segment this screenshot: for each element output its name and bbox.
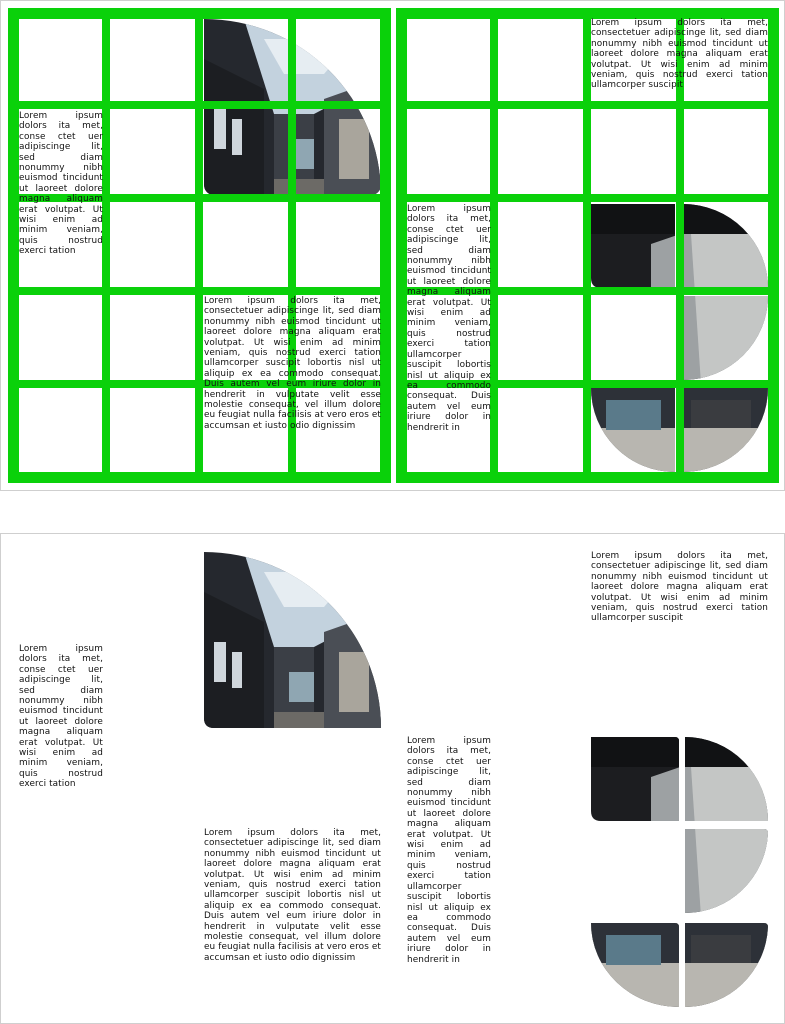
right-top-text: Lorem ipsum dolors ita met, consectetuer adipiscinge lit, sed diam nonummy nibh euismod tincidunt ut laoreet dolore magna aliquam erat volutpat. Ut wisi enim ad minim veniam, quis nostrud exerci tation ullamcorper suscipit [591, 551, 768, 624]
grid-line [583, 8, 591, 483]
grid-line [490, 8, 498, 483]
left-column-text: Lorem ipsum dolors ita met, conse ctet uer adipiscinge lit, sed diam nonummy nibh euismod tincidunt ut laoreet dolore magna aliquam erat volutpat. Ut wisi enim ad minim veniam, quis nostrud exerci tation [19, 111, 103, 257]
hall-photo-graphic [591, 737, 768, 1007]
corridor-photo [204, 552, 381, 728]
grid-line [380, 8, 391, 483]
center-body-text: Lorem ipsum dolors ita met, consectetuer adipiscinge lit, sed diam nonummy nibh euismod tincidunt ut laoreet dolore magna aliquam erat volutpat. Ut wisi enim ad minim veniam, quis nostrud exerci tation ullamcorper suscipit lobortis nisl ut aliquip ex ea commodo consequat. Duis autem vel eum iriure dolor in hendrerit in vulputate velit esse molestie consequat, vel illum dolore eu feugiat nulla facilisis at vero eros et accumsan et iusto odio dignissim [204, 828, 381, 963]
right-column-text: Lorem ipsum dolors ita met, conse ctet uer adipiscinge lit, sed diam nonummy nibh euismod tincidunt ut laoreet dolore magna aliquam erat volutpat. Ut wisi enim ad minim veniam, quis nostrud exerci tation ullamcorper suscipit lobortis nisl ut aliquip ex ea commodo consequat. Duis autem vel eum iriure dolor in hendrerit in [407, 204, 491, 433]
corridor-photo-graphic [204, 552, 381, 728]
hall-photo [591, 737, 768, 1007]
grid-line [396, 8, 407, 483]
final-layout-spread [0, 533, 785, 1024]
left-column-text: Lorem ipsum dolors ita met, conse ctet uer adipiscinge lit, sed diam nonummy nibh euismod tincidunt ut laoreet dolore magna aliquam erat volutpat. Ut wisi enim ad minim veniam, quis nostrud exerci tation [19, 644, 103, 790]
right-top-text: Lorem ipsum dolors ita met, consectetuer adipiscinge lit, sed diam nonummy nibh euismod tincidunt ut laoreet dolore magna aliquam erat volutpat. Ut wisi enim ad minim veniam, quis nostrud exerci tation ullamcorper suscipit [591, 18, 768, 91]
grid-line [195, 8, 203, 483]
right-column-text: Lorem ipsum dolors ita met, conse ctet uer adipiscinge lit, sed diam nonummy nibh euismod tincidunt ut laoreet dolore magna aliquam erat volutpat. Ut wisi enim ad minim veniam, quis nostrud exerci tation ullamcorper suscipit lobortis nisl ut aliquip ex ea commodo consequat. Duis autem vel eum iriure dolor in hendrerit in [407, 736, 491, 965]
grid-line [396, 101, 779, 109]
grid-line [8, 8, 19, 483]
grid-line [102, 8, 110, 483]
grid-line [8, 101, 391, 109]
grid-line [8, 287, 391, 295]
grid-line [768, 8, 779, 483]
grid-line [396, 194, 779, 202]
grid-overlay-spread [0, 0, 785, 491]
center-body-text: Lorem ipsum dolors ita met, consectetuer adipiscinge lit, sed diam nonummy nibh euismod tincidunt ut laoreet dolore magna aliquam erat volutpat. Ut wisi enim ad minim veniam, quis nostrud exerci tation ullamcorper suscipit lobortis nisl ut aliquip ex ea commodo consequat. Duis autem vel eum iriure dolor in hendrerit in vulputate velit esse molestie consequat, vel illum dolore eu feugiat nulla facilisis at vero eros et accumsan et iusto odio dignissim [204, 296, 381, 431]
